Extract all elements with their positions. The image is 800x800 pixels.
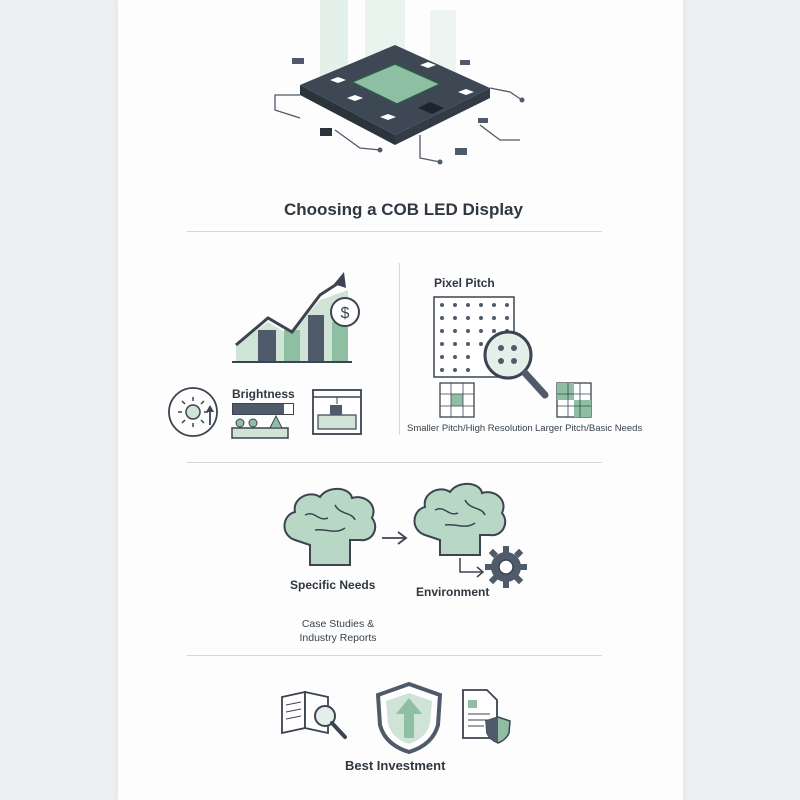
small-pitch-caption: Smaller Pitch/High Resolution (407, 423, 533, 434)
case-studies-label: Case Studies & Industry Reports (299, 618, 377, 644)
large-pitch-caption: Larger Pitch/Basic Needs (535, 423, 643, 434)
brightness-label: Brightness (232, 387, 295, 401)
pixel-pitch-label: Pixel Pitch (434, 276, 495, 290)
specific-needs-label: Specific Needs (290, 578, 376, 592)
environment-label: Environment (416, 585, 490, 599)
svg-text:$: $ (340, 305, 350, 322)
page-title: Choosing a COB LED Display (284, 200, 523, 219)
best-investment-label: Best Investment (345, 758, 446, 773)
